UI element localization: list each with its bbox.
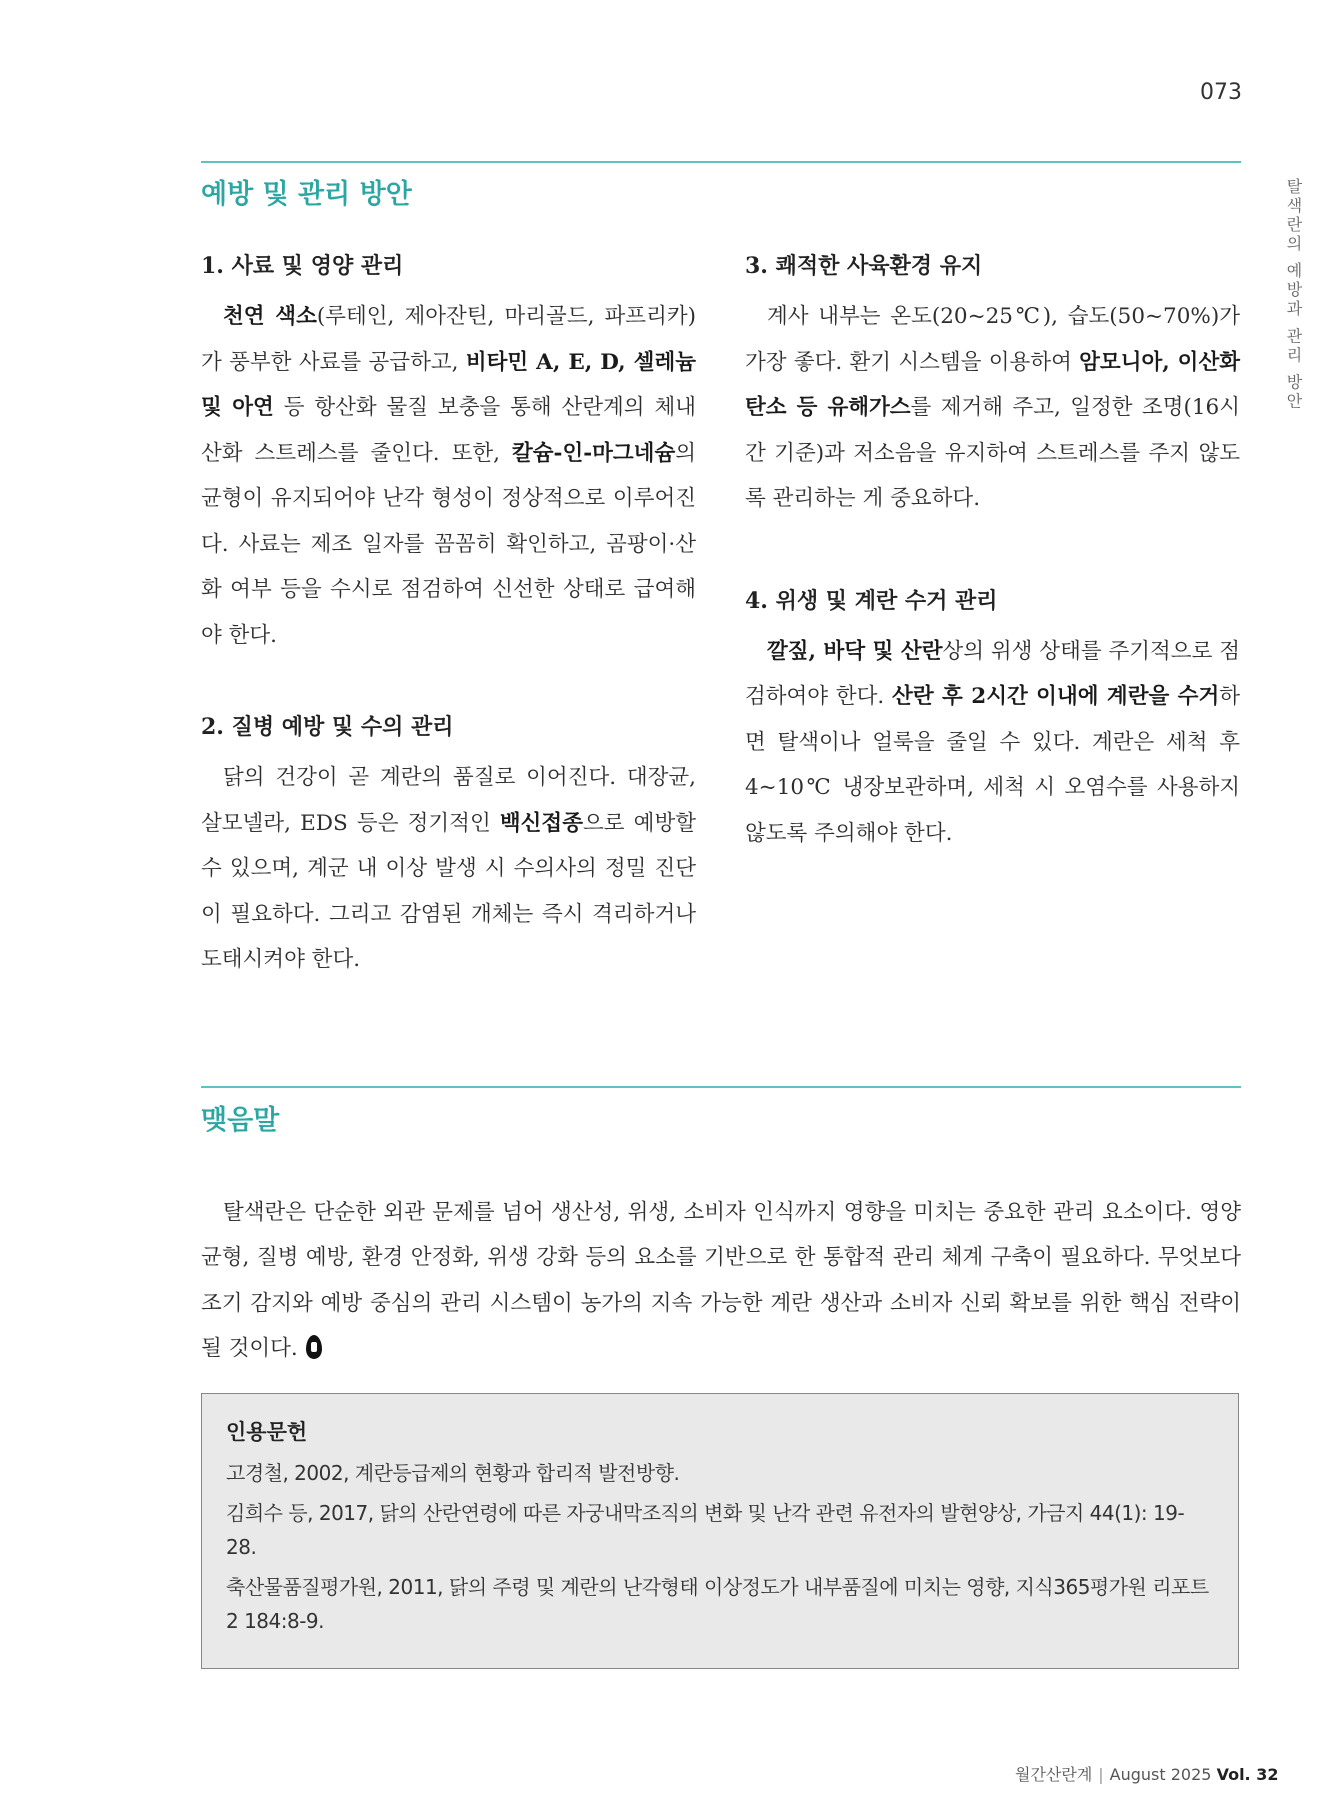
body-text: 닭의 건강이 곧 계란의 품질로 이어진다. 대장균, 살모넬라, EDS 등은 정기적인 — [201, 765, 696, 836]
subsection — [745, 584, 1240, 857]
body-text: 상의 위생 상태를 주기적으로 점검하여야 한다. — [745, 638, 1240, 709]
section-heading: 예방 및 관리 방안 — [201, 179, 412, 210]
right-column — [745, 249, 1240, 856]
subsection-title: 1. 사료 및 영양 관리 — [201, 253, 404, 279]
emphasis-text: 백신접종 — [499, 810, 583, 836]
subsection — [201, 710, 696, 983]
running-section-title: 탈색란의 예방과 관리 방안 — [1284, 178, 1303, 412]
emphasis-text: 암모니아, 이산화탄소 등 유해가스 — [745, 349, 1240, 420]
subsection-paragraph — [201, 755, 696, 983]
references-box — [201, 1393, 1239, 1669]
subsection — [201, 249, 696, 658]
reference-item: 김희수 등, 2017, 닭의 산란연령에 따른 자궁내막조직의 변화 및 난각 관련 유전자의 발현양상, 가금지 44(1): 19-28. — [226, 1501, 1185, 1559]
emphasis-text: 칼슘-인-마그네슘 — [511, 440, 676, 466]
body-text: 계사 내부는 온도(20~25℃), 습도(50~70%)가 가장 좋다. 환기 시스템을 이용하여 — [745, 304, 1240, 375]
magazine-name: 월간산란계 — [1015, 1765, 1093, 1784]
body-text: 를 제거해 주고, 일정한 조명(16시간 기준)과 저소음을 유지하여 스트레스를 주지 않도록 관리하는 게 중요하다. — [745, 395, 1240, 511]
reference-item: 축산물품질평가원, 2011, 닭의 주령 및 계란의 난각형태 이상정도가 내부품질에 미치는 영향, 지식365평가원 리포트2 184:8-9. — [226, 1575, 1209, 1633]
end-of-article-icon — [306, 1335, 322, 1359]
body-text: 하면 탈색이나 얼룩을 줄일 수 있다. 계란은 세척 후 4~10℃ 냉장보관하며, 세척 시 오염수를 사용하지 않도록 주의해야 한다. — [745, 684, 1240, 846]
references-title: 인용문헌 — [226, 1420, 308, 1444]
emphasis-text: 천연 색소 — [223, 304, 317, 329]
subsection — [745, 249, 1240, 522]
body-text: 등 항산화 물질 보충을 통해 산란계의 체내 산화 스트레스를 줄인다. 또한, — [201, 395, 696, 466]
subsection-paragraph — [745, 629, 1240, 857]
left-column — [201, 249, 696, 983]
subsection-title: 2. 질병 예방 및 수의 관리 — [201, 714, 454, 740]
conclusion-text: 탈색란은 단순한 외관 문제를 넘어 생산성, 위생, 소비자 인식까지 영향을 미치는 중요한 관리 요소이다. 영양 균형, 질병 예방, 환경 안정화, 위생 강화 등의 요소를 기반으로 한 통합적 관리 체계 구축이 필요하다. 무엇보다 조기 감지와 예방 중심의 관리 시스템이 농가의 지속 가능한 계란 생산과 소비자 신뢰 확보를 위한 핵심 전략이 될 것이다. — [201, 1199, 1241, 1361]
volume-number: Vol. 32 — [1216, 1765, 1279, 1784]
body-text: (루테인, 제아잔틴, 마리골드, 파프리카)가 풍부한 사료를 공급하고, — [201, 304, 696, 375]
body-text: 의 균형이 유지되어야 난각 형성이 정상적으로 이루어진다. 사료는 제조 일자를 꼼꼼히 확인하고, 곰팡이·산화 여부 등을 수시로 점검하여 신선한 상태로 급여해야 한다. — [201, 440, 696, 648]
subsection-title: 3. 쾌적한 사육환경 유지 — [745, 253, 983, 279]
issue-date: August 2025 — [1109, 1765, 1212, 1784]
section-divider — [201, 161, 1241, 163]
page-number: 073 — [1200, 80, 1242, 105]
conclusion-paragraph — [201, 1190, 1241, 1372]
section-divider — [201, 1086, 1241, 1088]
subsection-paragraph — [745, 294, 1240, 522]
body-text: 으로 예방할 수 있으며, 계군 내 이상 발생 시 수의사의 정밀 진단이 필요하다. 그리고 감염된 개체는 즉시 격리하거나 도태시켜야 한다. — [201, 810, 696, 972]
emphasis-text: 산란 후 2시간 이내에 계란을 수거 — [892, 684, 1220, 709]
emphasis-text: 비타민 A, E, D, 셀레늄 및 아연 — [201, 349, 696, 420]
subsection-paragraph — [201, 294, 696, 658]
reference-item: 고경철, 2002, 계란등급제의 현황과 합리적 발전방향. — [226, 1461, 680, 1485]
subsection-title: 4. 위생 및 계란 수거 관리 — [745, 587, 998, 614]
conclusion-heading: 맺음말 — [201, 1105, 280, 1136]
emphasis-text: 깔짚, 바닥 및 산란 — [767, 638, 943, 664]
page-footer — [1015, 1762, 1279, 1785]
footer-separator: | — [1098, 1765, 1104, 1784]
